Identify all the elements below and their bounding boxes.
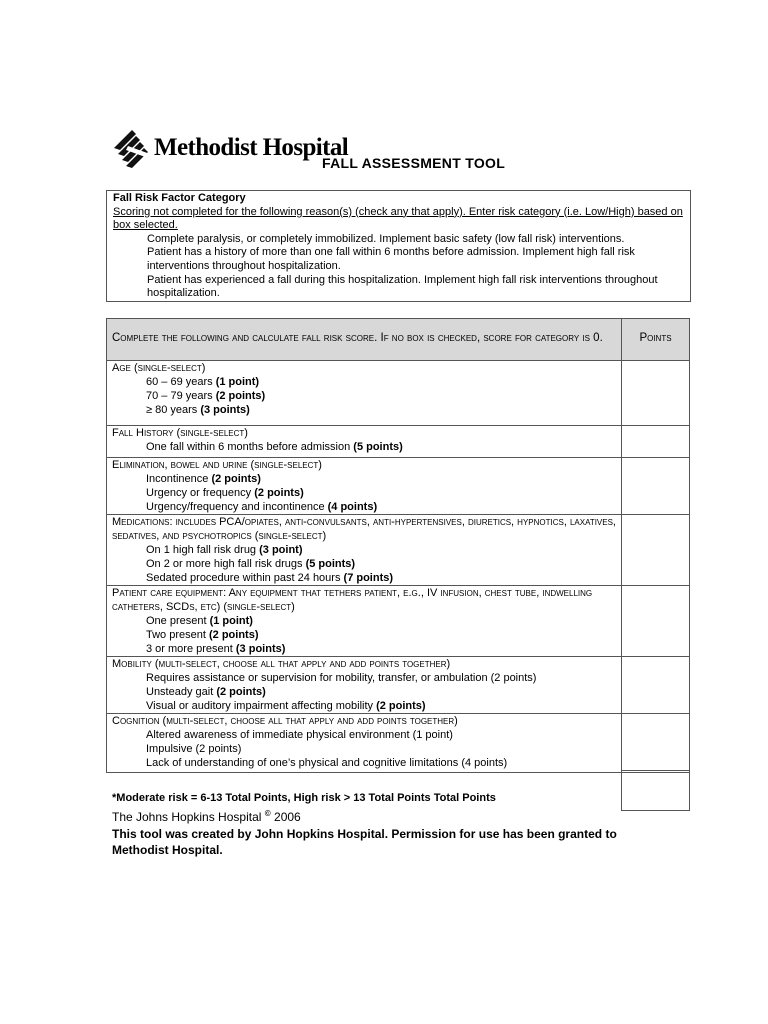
item-points: (2 points)	[254, 487, 304, 499]
list-item[interactable]	[112, 557, 616, 571]
methodist-logo-icon	[112, 128, 152, 170]
section-title: Cognition (multi-select, choose all that apply and add points together)	[112, 715, 458, 727]
item-text: Urgency or frequency	[146, 487, 252, 499]
item-points: (3 points)	[200, 404, 250, 416]
fall-risk-table	[106, 318, 690, 773]
item-text: Requires assistance or supervision for mobility, transfer, or ambulation (2 points)	[146, 672, 537, 684]
item-points: (2 points)	[208, 629, 259, 641]
permission-note: This tool was created by John Hopkins Hospital. Permission for use has been granted to Methodist Hospital.	[112, 827, 617, 857]
section-fall-history	[107, 426, 690, 458]
item-text: Impulsive (2 points)	[146, 743, 242, 755]
item-points: (3 point)	[259, 544, 303, 556]
points-cell[interactable]	[622, 714, 690, 773]
section-elimination	[107, 458, 690, 515]
list-item[interactable]	[112, 472, 616, 486]
points-cell[interactable]	[622, 361, 690, 426]
exclusion-item[interactable]	[113, 274, 684, 301]
list-item[interactable]	[112, 389, 616, 403]
total-points-box[interactable]	[621, 770, 690, 811]
exclusion-item[interactable]	[113, 246, 684, 273]
section-medications	[107, 515, 690, 586]
section-title: Fall History (single-select)	[112, 427, 248, 439]
section-title: Mobility (multi-select, choose all that apply and add points together)	[112, 658, 451, 670]
list-item[interactable]	[112, 440, 616, 454]
item-points: (1 point)	[215, 376, 260, 388]
points-cell[interactable]	[622, 426, 690, 458]
item-points: (3 points)	[235, 643, 286, 655]
item-text: Incontinence	[146, 473, 209, 485]
item-points: (2 points)	[216, 686, 266, 698]
item-text: ≥ 80 years	[146, 404, 201, 416]
exclusion-item[interactable]	[113, 233, 684, 247]
list-item[interactable]	[112, 685, 616, 699]
section-title: Elimination, bowel and urine (single-select)	[112, 459, 322, 471]
points-cell[interactable]	[622, 515, 690, 586]
item-points: (5 points)	[353, 441, 403, 453]
item-text: Two present	[146, 629, 206, 641]
item-text: One fall within 6 months before admission	[146, 441, 351, 453]
item-points: (2 points)	[376, 700, 426, 712]
list-item[interactable]	[112, 628, 616, 642]
points-cell[interactable]	[622, 458, 690, 515]
item-text: Altered awareness of immediate physical environment (1 point)	[146, 729, 453, 741]
item-text: Lack of understanding of one’s physical and cognitive limitations (4 points)	[146, 757, 508, 769]
list-item[interactable]	[112, 375, 616, 389]
list-item[interactable]	[112, 728, 616, 742]
exclusion-category: Fall Risk Factor Category	[113, 192, 246, 204]
item-points: (1 point)	[209, 615, 253, 627]
item-text: 3 or more present	[146, 643, 233, 655]
list-item[interactable]	[112, 742, 616, 756]
section-title: Patient care equipment: Any equipment that tethers patient, e.g., IV infusion, chest tube, indwelling catheters, SCDs, etc) (single-select)	[112, 587, 593, 613]
list-item[interactable]	[112, 543, 616, 557]
section-age	[107, 361, 690, 426]
exclusion-instructions: Scoring not completed for the following reason(s) (check any that apply). Enter risk category (i.e. Low/High) based on box selected.	[113, 205, 683, 232]
exclusion-box	[106, 190, 691, 302]
copyright-year: 2006	[274, 810, 301, 824]
item-text: On 1 high fall risk drug	[146, 544, 257, 556]
item-text: On 2 or more high fall risk drugs	[146, 558, 303, 570]
item-text: One present	[146, 615, 210, 627]
item-points: (5 points)	[305, 558, 356, 570]
item-points: (2 points)	[211, 473, 261, 485]
logo-text: Methodist Hospital	[154, 134, 349, 161]
list-item[interactable]	[112, 614, 616, 628]
list-item[interactable]	[112, 403, 616, 417]
list-item[interactable]	[112, 486, 616, 500]
list-item[interactable]	[112, 699, 616, 713]
points-cell[interactable]	[622, 586, 690, 657]
item-text: Visual or auditory impairment affecting mobility	[146, 700, 374, 712]
section-equipment	[107, 586, 690, 657]
list-item[interactable]	[112, 571, 616, 585]
item-points: (7 points)	[343, 572, 394, 584]
item-text: Unsteady gait	[146, 686, 217, 698]
table-header-row	[107, 319, 690, 361]
points-cell[interactable]	[622, 657, 690, 714]
page-title: FALL ASSESSMENT TOOL	[322, 155, 506, 171]
points-header: Points	[622, 319, 690, 361]
risk-note: *Moderate risk = 6-13 Total Points, High risk > 13 Total Points Total Points	[112, 792, 496, 804]
list-item[interactable]	[112, 756, 616, 770]
table-header: Complete the following and calculate fall risk score. If no box is checked, score for category is 0.	[107, 319, 622, 361]
copyright	[112, 809, 301, 824]
list-item[interactable]	[112, 671, 616, 685]
item-text: Urgency/frequency and incontinence	[146, 501, 325, 513]
item-points: (4 points)	[327, 501, 378, 513]
copyright-symbol: ©	[264, 809, 271, 818]
exclusion-item-text: Complete paralysis, or completely immobilized. Implement basic safety (low fall risk) interventions.	[147, 232, 625, 245]
exclusion-item-text: Patient has a history of more than one fall within 6 months before admission. Implement high fall risk interventions throughout hospitalization.	[147, 246, 635, 272]
item-text: 70 – 79 years	[146, 390, 213, 402]
section-title: Medications: includes PCA/opiates, anti-convulsants, anti-hypertensives, diuretics, hypnotics, laxatives, sedatives, and psychotropics (single-select)	[112, 516, 616, 542]
section-mobility	[107, 657, 690, 714]
list-item[interactable]	[112, 642, 616, 656]
section-title: Age (single-select)	[112, 362, 206, 374]
exclusion-item-text: Patient has experienced a fall during this hospitalization. Implement high fall risk interventions throughout hospitalization.	[147, 273, 658, 300]
section-cognition	[107, 714, 690, 773]
page-header	[112, 128, 532, 172]
copyright-name: The Johns Hopkins Hospital	[112, 810, 262, 824]
item-text: 60 – 69 years	[146, 376, 213, 388]
item-points: (2 points)	[215, 390, 266, 402]
item-text: Sedated procedure within past 24 hours	[146, 572, 341, 584]
list-item[interactable]	[112, 500, 616, 514]
